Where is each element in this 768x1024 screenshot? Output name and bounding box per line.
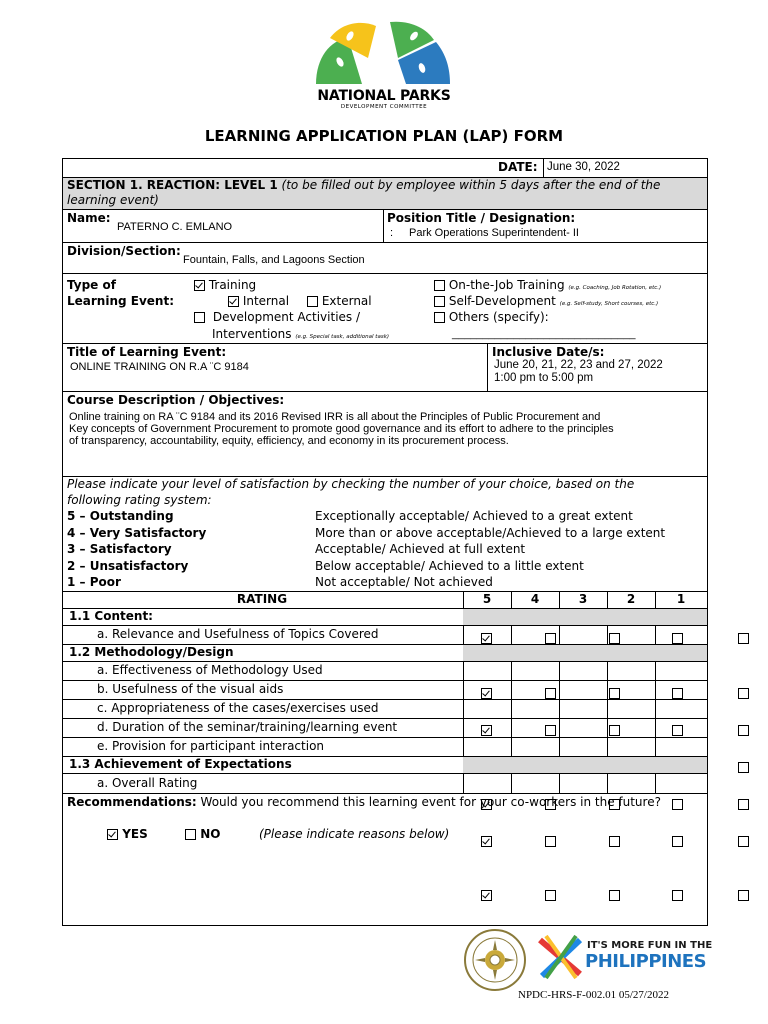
section-1-label: SECTION 1. REACTION: LEVEL 1 [67, 178, 278, 192]
scale-desc: Below acceptable/ Achieved to a little extent [315, 559, 584, 573]
rating-checkbox[interactable] [738, 890, 749, 901]
scale-desc: Acceptable/ Achieved at full extent [315, 542, 526, 556]
table-row [0, 108, 768, 126]
scale-level: 2 – Unsatisfactory [67, 559, 189, 573]
learning-type-label-1: Type of [67, 278, 116, 292]
option-training[interactable] [194, 278, 256, 292]
date-label: DATE: [498, 160, 538, 174]
rating-col-1: 1 [676, 592, 686, 606]
self-development-note: (e.g. Self-study, Short courses, etc.) [559, 301, 659, 307]
external-checkbox[interactable] [307, 296, 318, 307]
name-value: PATERNO C. EMLANO [117, 221, 233, 233]
rating-checkbox[interactable] [609, 688, 620, 699]
external-label: External [321, 294, 372, 308]
no-checkbox[interactable] [185, 829, 196, 840]
event-title-value: ONLINE TRAINING ON R.A ¨C 9184 [70, 361, 249, 373]
position-label: Position Title / Designation: [387, 211, 576, 225]
course-line2: Key concepts of Government Procurement to promote good governance and its effort to adhere to the principles [69, 423, 614, 435]
internal-label: Internal [242, 294, 290, 308]
rating-checkbox[interactable] [481, 688, 492, 699]
instructions-line2: following rating system: [67, 493, 212, 507]
rating-checkbox[interactable] [609, 725, 620, 736]
yes-checkbox[interactable] [107, 829, 118, 840]
recommendations-question: Would you recommend this learning event for your co-workers in the future? [200, 795, 661, 809]
rating-checkbox[interactable] [672, 688, 683, 699]
table-row [0, 0, 768, 18]
position-value: Park Operations Superintendent- II [409, 227, 579, 239]
others-checkbox[interactable] [434, 312, 445, 323]
rating-checkbox[interactable] [738, 762, 749, 773]
form-code: NPDC-HRS-F-002.01 05/27/2022 [518, 989, 669, 1001]
option-no[interactable] [185, 827, 220, 841]
reasons-note: (Please indicate reasons below) [259, 827, 450, 841]
content-section-label: 1.1 Content: [69, 609, 153, 623]
training-checkbox[interactable] [194, 280, 205, 291]
scale-desc: Not acceptable/ Not achieved [315, 575, 493, 589]
position-colon: : [390, 227, 394, 239]
event-title-label: Title of Learning Event: [67, 345, 227, 359]
method-section-label: 1.2 Methodology/Design [69, 645, 234, 659]
development-label-2: Interventions [212, 327, 292, 341]
method-e-label: e. Provision for participant interaction [97, 739, 325, 753]
development-note: (e.g. Special task, additional task) [295, 334, 390, 340]
course-line1: Online training on RA ¨C 9184 and its 2016 Revised IRR is all about the Principles of Public Procurement and [69, 411, 601, 423]
date-value: June 30, 2022 [547, 161, 620, 173]
rating-checkbox[interactable] [672, 836, 683, 847]
yes-label: YES [122, 827, 148, 841]
achieve-a-label: a. Overall Rating [97, 776, 198, 790]
option-others[interactable] [434, 310, 549, 324]
course-line3: of transparency, accountability, equity, efficiency, and economy in its procurement process. [69, 435, 509, 447]
method-a-label: a. Effectiveness of Methodology Used [97, 663, 323, 677]
ojt-note: (e.g. Coaching, Job Rotation, etc.) [568, 285, 662, 291]
org-subtitle: DEVELOPMENT COMMITTEE [340, 104, 428, 110]
section-1-note: (to be filled out by employee within 5 days after the end of the [281, 178, 661, 192]
development-label: Development Activities / [212, 310, 361, 324]
rating-checkbox[interactable] [545, 836, 556, 847]
dates-label: Inclusive Date/s: [492, 345, 605, 359]
dot-seal-icon [463, 928, 527, 992]
tourism-slogan-line2: PHILIPPINES [585, 951, 707, 972]
rating-checkbox[interactable] [738, 688, 749, 699]
method-b-label: b. Usefulness of the visual aids [97, 682, 284, 696]
rating-col-2: 2 [626, 592, 636, 606]
section-1-note-line2: learning event) [67, 193, 159, 207]
rating-checkbox[interactable] [672, 725, 683, 736]
option-development[interactable] [194, 310, 360, 324]
scale-level: 3 – Satisfactory [67, 542, 172, 556]
method-c-label: c. Appropriateness of the cases/exercises used [97, 701, 379, 715]
rating-checkbox[interactable] [481, 836, 492, 847]
option-external[interactable] [307, 294, 372, 308]
rating-checkbox[interactable] [738, 799, 749, 810]
rating-checkbox[interactable] [481, 725, 492, 736]
section-1-title [67, 178, 660, 192]
npdc-logo [310, 18, 458, 90]
rating-checkbox[interactable] [481, 633, 492, 644]
division-label: Division/Section: [67, 244, 181, 258]
rating-header: RATING [236, 592, 288, 606]
development-checkbox[interactable] [194, 312, 205, 323]
achieve-section-label: 1.3 Achievement of Expectations [69, 757, 292, 771]
rating-checkbox[interactable] [672, 799, 683, 810]
recommendations-label: Recommendations: [67, 795, 197, 809]
scale-level: 5 – Outstanding [67, 509, 174, 523]
form-title: LEARNING APPLICATION PLAN (LAP) FORM [204, 127, 564, 145]
rating-checkbox[interactable] [609, 836, 620, 847]
option-yes[interactable] [107, 827, 148, 841]
self-development-label: Self-Development [448, 294, 556, 308]
rating-checkbox[interactable] [738, 836, 749, 847]
instructions-line1: Please indicate your level of satisfaction by checking the number of your choice, based on the [67, 477, 635, 491]
others-label: Others (specify): [448, 310, 549, 324]
recommendations [67, 795, 661, 809]
rating-checkbox[interactable] [672, 633, 683, 644]
dates-line2: 1:00 pm to 5:00 pm [494, 372, 594, 384]
rating-col-3: 3 [578, 592, 588, 606]
rating-checkbox[interactable] [545, 688, 556, 699]
scale-level: 1 – Poor [67, 575, 121, 589]
internal-checkbox[interactable] [228, 296, 239, 307]
option-internal[interactable] [228, 294, 289, 308]
course-label: Course Description / Objectives: [67, 393, 285, 407]
name-label: Name: [67, 211, 111, 225]
self-development-checkbox[interactable] [434, 296, 445, 307]
reasons-area[interactable] [64, 848, 706, 924]
philippines-weave-logo-icon [536, 932, 586, 982]
rating-col-5: 5 [482, 592, 492, 606]
learning-type-label-2: Learning Event: [67, 294, 175, 308]
content-a-label: a. Relevance and Usefulness of Topics Covered [97, 627, 379, 641]
rating-checkbox[interactable] [545, 725, 556, 736]
development-line2 [212, 327, 389, 341]
ojt-checkbox[interactable] [434, 280, 445, 291]
division-value: Fountain, Falls, and Lagoons Section [183, 254, 365, 266]
method-d-label: d. Duration of the seminar/training/learning event [97, 720, 398, 734]
option-self-development[interactable] [434, 294, 658, 308]
rating-checkbox[interactable] [545, 633, 556, 644]
rating-col-4: 4 [530, 592, 540, 606]
ojt-label: On-the-Job Training [448, 278, 565, 292]
dates-line1: June 20, 21, 22, 23 and 27, 2022 [494, 359, 663, 371]
training-label: Training [208, 278, 257, 292]
rating-checkbox[interactable] [738, 633, 749, 644]
org-name: NATIONAL PARKS [317, 88, 451, 104]
option-ojt[interactable] [434, 278, 661, 292]
tourism-slogan-line1: IT'S MORE FUN IN THE [587, 940, 713, 951]
scale-desc: More than or above acceptable/Achieved to a large extent [315, 526, 666, 540]
rating-checkbox[interactable] [609, 633, 620, 644]
scale-desc: Exceptionally acceptable/ Achieved to a great extent [315, 509, 633, 523]
others-specify-line[interactable]: ______________________________ [452, 328, 636, 340]
scale-level: 4 – Very Satisfactory [67, 526, 207, 540]
no-label: NO [200, 827, 221, 841]
rating-checkbox[interactable] [738, 725, 749, 736]
